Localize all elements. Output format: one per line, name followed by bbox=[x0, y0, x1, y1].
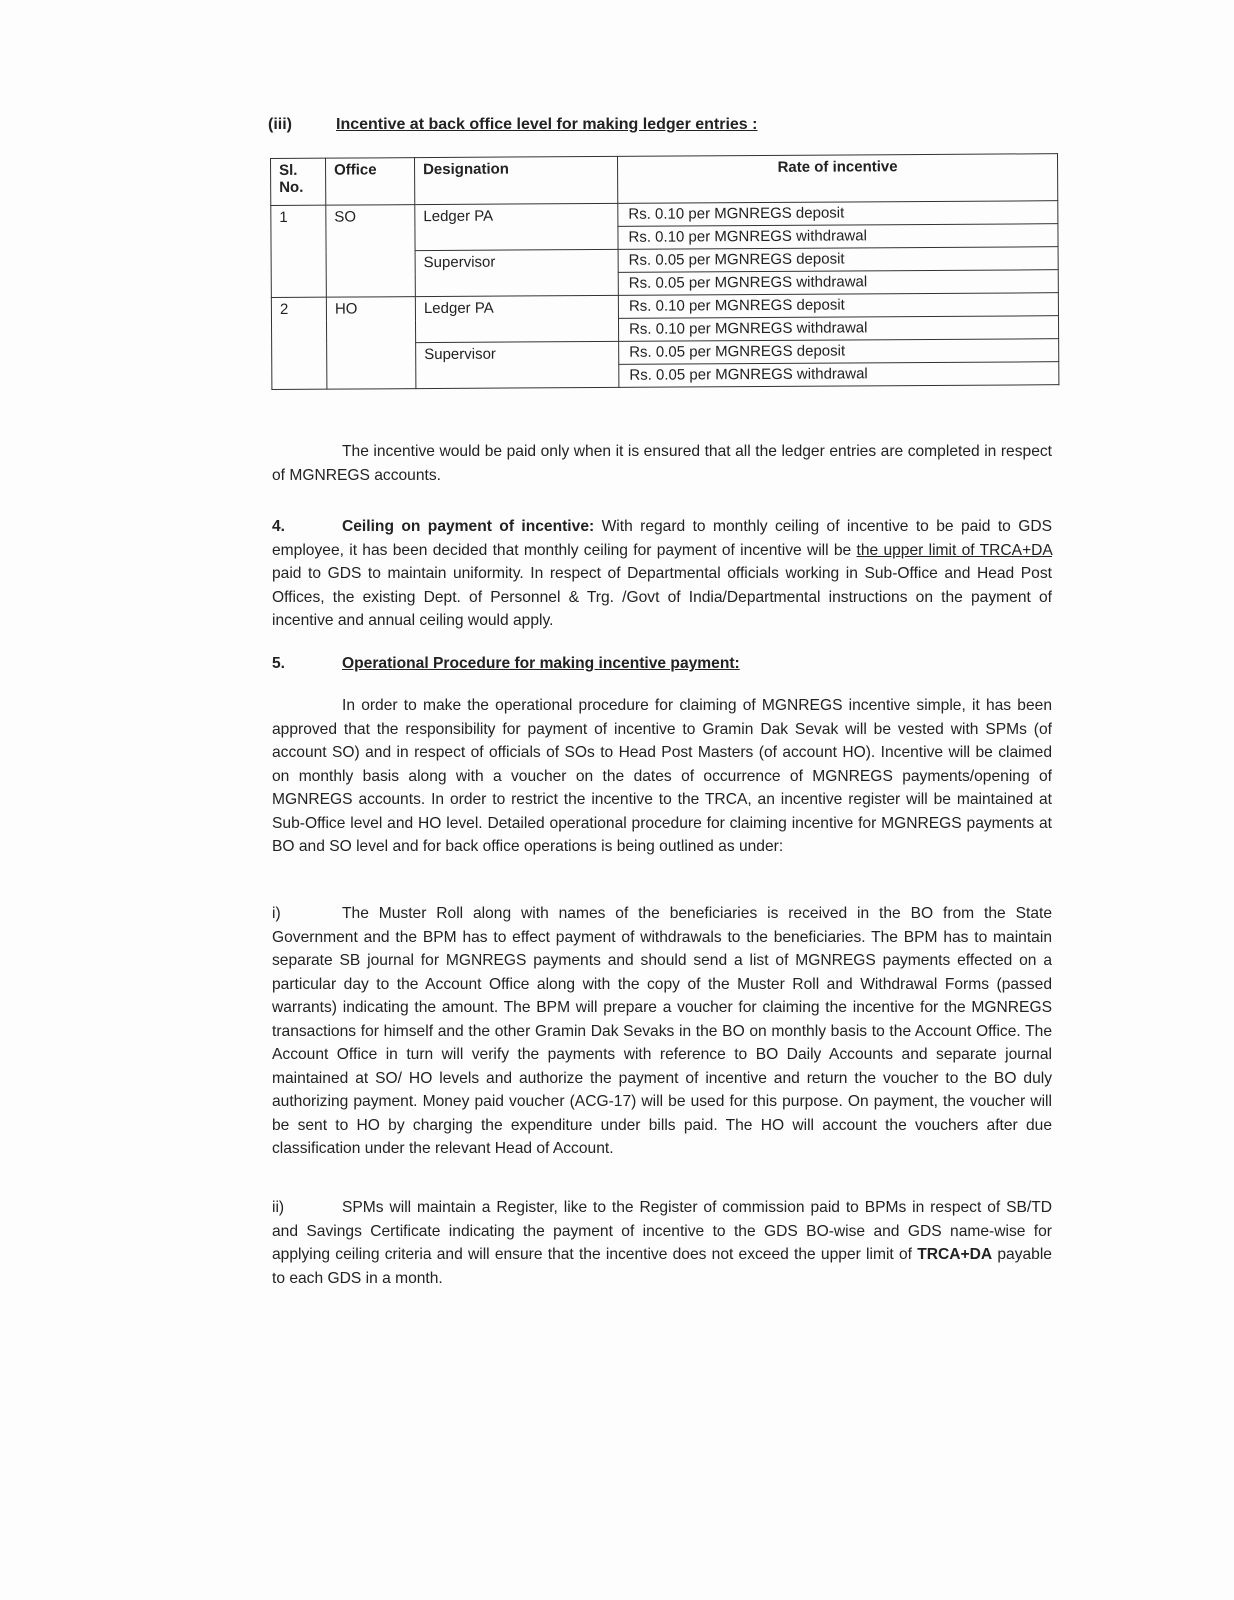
header-office: Office bbox=[326, 158, 415, 206]
section-4-number: 4. bbox=[272, 518, 286, 535]
section-5-number: 5. bbox=[272, 655, 286, 672]
cell-office: HO bbox=[326, 297, 416, 390]
section-iii-number: (iii) bbox=[268, 116, 292, 133]
cell-designation: Supervisor bbox=[416, 341, 619, 388]
section-5-heading bbox=[272, 655, 740, 673]
cell-rate: Rs. 0.10 per MGNREGS deposit bbox=[618, 293, 1058, 319]
item-i-text: The Muster Roll along with names of the beneficiaries is received in the BO from the State Government and the BPM has to effect payment of withdrawals to the beneficiaries. The BPM has to maintain separate SB journal for MGNREGS payments and should send a list of MGNREGS payments effected on a particular day to the Account Office along with the copy of the Muster Roll and Withdrawal Forms (passed warrants) indicating the amount. The BPM will prepare a voucher for claiming the incentive for the MGNREGS transactions for himself and the other Gramin Dak Sevaks in the BO on monthly basis to the Account Office. The Account Office in turn will verify the payments with reference to BO Daily Accounts and separate journal maintained at SO/ HO levels and authorize the payment of incentive and return the voucher to the BO duly authorizing payment. Money paid voucher (ACG-17) will be used for this purpose. On payment, the voucher will be sent to HO by charging the expenditure under bills paid. The HO will account the vouchers after due classification under the relevant Head of Account. bbox=[272, 905, 1052, 1157]
cell-rate: Rs. 0.05 per MGNREGS deposit bbox=[618, 247, 1058, 273]
item-ii-bold: TRCA+DA bbox=[917, 1246, 993, 1263]
cell-rate: Rs. 0.05 per MGNREGS withdrawal bbox=[619, 362, 1059, 388]
cell-rate: Rs. 0.10 per MGNREGS withdrawal bbox=[618, 224, 1058, 250]
cell-sl: 1 bbox=[271, 205, 327, 297]
header-designation: Designation bbox=[415, 156, 618, 204]
cell-rate: Rs. 0.10 per MGNREGS deposit bbox=[618, 201, 1058, 227]
item-ii-number: ii) bbox=[272, 1199, 285, 1216]
cell-designation: Supervisor bbox=[415, 249, 618, 296]
item-i-number: i) bbox=[272, 905, 281, 922]
item-ii-text-1: SPMs will maintain a Register, like to the Register of commission paid to BPMs in respect of SB/TD and Savings Certificate indicating the payment of incentive to the GDS BO-wise and GDS name-wise for applying ceiling criteria and will ensure that the incentive does not exceed the upper limit of bbox=[272, 1199, 1052, 1263]
section-iii-heading bbox=[268, 116, 757, 134]
section-5-intro bbox=[272, 694, 1052, 859]
cell-sl: 2 bbox=[271, 297, 327, 389]
cell-designation: Ledger PA bbox=[415, 295, 618, 342]
section-4-text-1: With regard to monthly ceiling of incentive to be paid to GDS employee, it has been decided that monthly ceiling for payment of incentive will be bbox=[272, 518, 1052, 559]
table-header-row bbox=[271, 154, 1058, 206]
cell-rate: Rs. 0.05 per MGNREGS deposit bbox=[619, 339, 1059, 365]
item-ii-text-2: payable to each GDS in a month. bbox=[272, 1246, 1052, 1287]
section-4-underlined: the upper limit of TRCA+DA bbox=[856, 541, 1052, 559]
section-5-title: Operational Procedure for making incentive payment: bbox=[342, 655, 740, 672]
item-i-paragraph bbox=[272, 902, 1052, 1161]
cell-rate: Rs. 0.10 per MGNREGS withdrawal bbox=[618, 316, 1058, 342]
note-text: The incentive would be paid only when it is ensured that all the ledger entries are completed in respect of MGNREGS accounts. bbox=[272, 443, 1052, 484]
header-rate: Rate of incentive bbox=[617, 154, 1057, 204]
section-iii-title: Incentive at back office level for making ledger entries : bbox=[336, 116, 758, 133]
cell-rate: Rs. 0.05 per MGNREGS withdrawal bbox=[618, 270, 1058, 296]
section-4-text-2: paid to GDS to maintain uniformity. In respect of Departmental officials working in Sub-Office and Head Post Offices, the existing Dept. of Personnel & Trg. /Govt of India/Departmental instructions on the payment of incentive and annual ceiling would apply. bbox=[272, 565, 1052, 629]
section-5-intro-text: In order to make the operational procedure for claiming of MGNREGS incentive simple, it has been approved that the responsibility for payment of incentive to Gramin Dak Sevak will be vested with SPMs (of account SO) and in respect of officials of SOs to Head Post Masters (of account HO). Incentive will be claimed on monthly basis along with a voucher on the dates of occurrence of MGNREGS payments/opening of MGNREGS accounts. In order to restrict the incentive to the TRCA, an incentive register will be maintained at Sub-Office level and HO level. Detailed operational procedure for claiming incentive for MGNREGS payments at BO and SO level and for back office operations is being outlined as under: bbox=[272, 697, 1052, 855]
cell-designation: Ledger PA bbox=[415, 203, 618, 250]
item-ii-paragraph bbox=[272, 1196, 1052, 1290]
section-4-paragraph bbox=[272, 515, 1052, 633]
section-4-title: Ceiling on payment of incentive: bbox=[342, 518, 595, 535]
note-paragraph bbox=[272, 440, 1052, 487]
incentive-table bbox=[270, 153, 1059, 390]
cell-office: SO bbox=[326, 205, 416, 298]
header-sl: Sl. No. bbox=[271, 158, 326, 205]
